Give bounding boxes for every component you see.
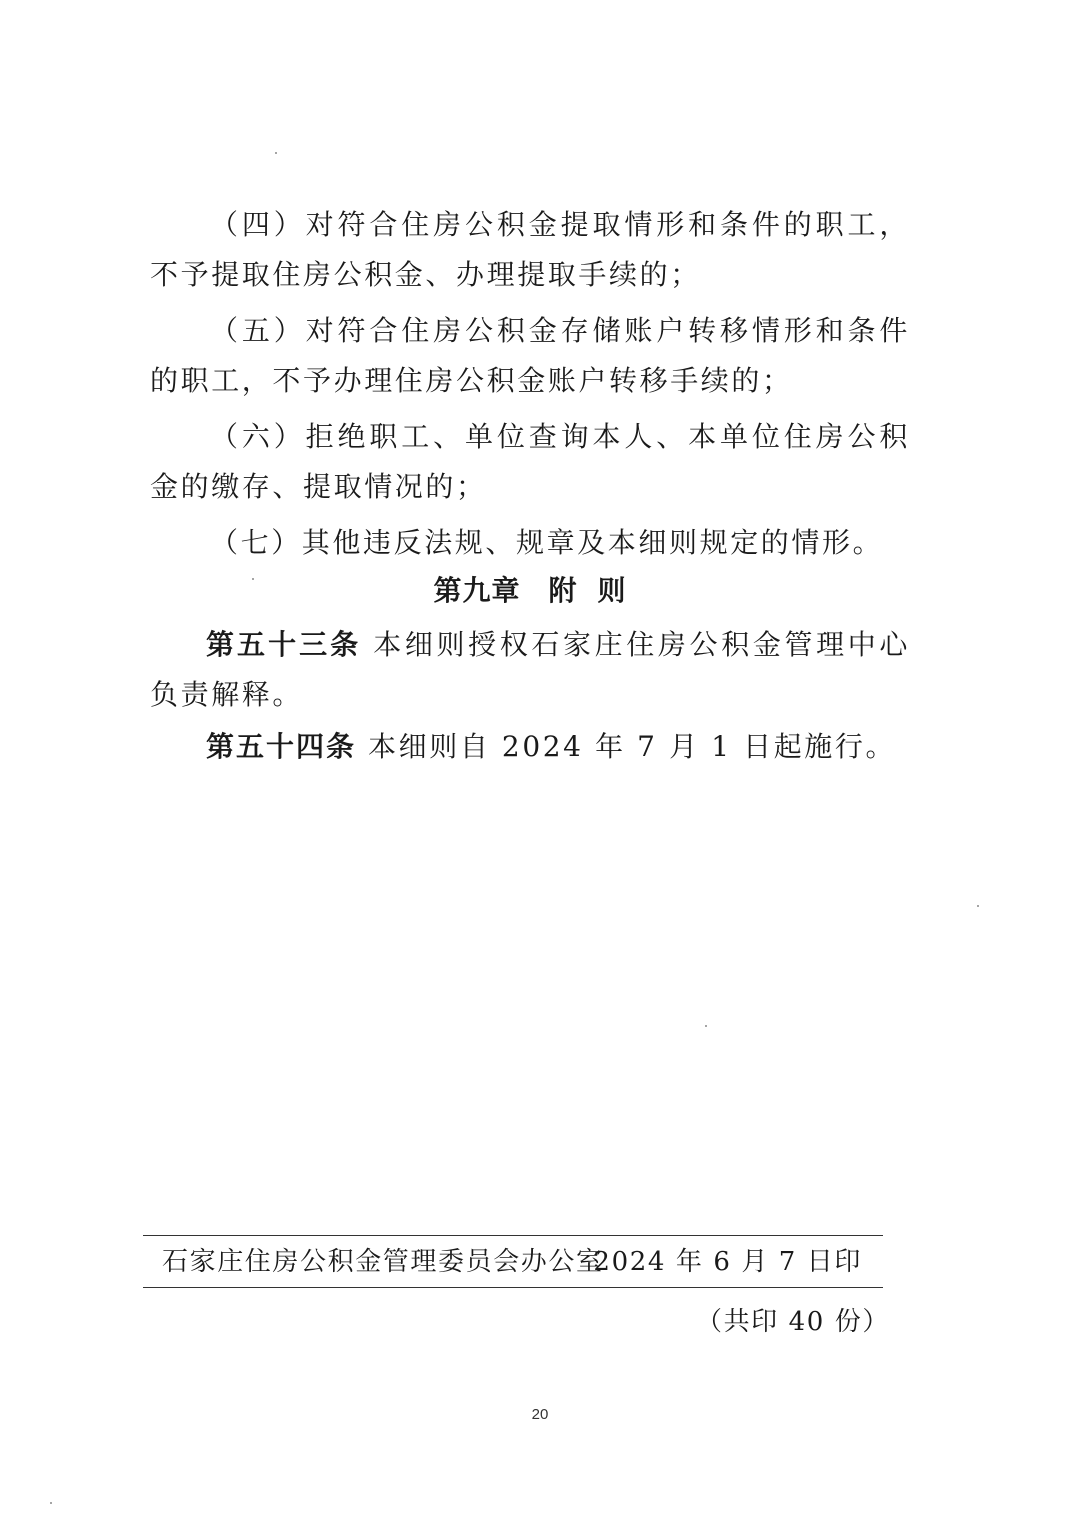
- page-number: 20: [531, 1406, 549, 1423]
- paragraph-item-5: （五）对符合住房公积金存储账户转移情形和条件的职工，不予办理住房公积金账户转移手续的；: [150, 314, 910, 397]
- footer-print-date: 2024 年 6 月 7 日印: [593, 1247, 862, 1277]
- paragraph-item-6: （六）拒绝职工、单位查询本人、本单位住房公积金的缴存、提取情况的；: [150, 420, 910, 503]
- article-number: 第五十四条: [206, 730, 357, 763]
- article-number: 第五十三条: [206, 628, 362, 661]
- chapter-heading: [150, 566, 910, 616]
- article-54: [150, 722, 910, 772]
- footer-issuer: 石家庄住房公积金管理委员会办公室: [162, 1247, 604, 1277]
- paragraph-item-7: （七）其他违反法规、规章及本细则规定的情形。: [210, 526, 884, 559]
- scan-speck: [50, 1502, 52, 1504]
- footer-top-rule: [143, 1235, 883, 1236]
- article-53: [150, 620, 910, 720]
- paragraph-item-4: （四）对符合住房公积金提取情形和条件的职工，不予提取住房公积金、办理提取手续的；: [150, 208, 910, 291]
- chapter-title-part2: 则: [597, 574, 627, 607]
- chapter-title-part1: 附: [548, 574, 578, 607]
- scan-speck: [977, 905, 979, 907]
- scan-speck: [252, 578, 254, 580]
- scan-speck: [705, 1025, 707, 1027]
- footer-copies: （共印 40 份）: [695, 1307, 890, 1337]
- scan-speck: [275, 152, 277, 154]
- chapter-number: 第九章: [433, 574, 521, 607]
- article-text: 本细则授权石家庄住房公积金管理中心负责解释。: [150, 628, 910, 711]
- article-text: 本细则自 2024 年 7 月 1 日起施行。: [368, 730, 897, 763]
- footer-bottom-rule: [143, 1287, 883, 1288]
